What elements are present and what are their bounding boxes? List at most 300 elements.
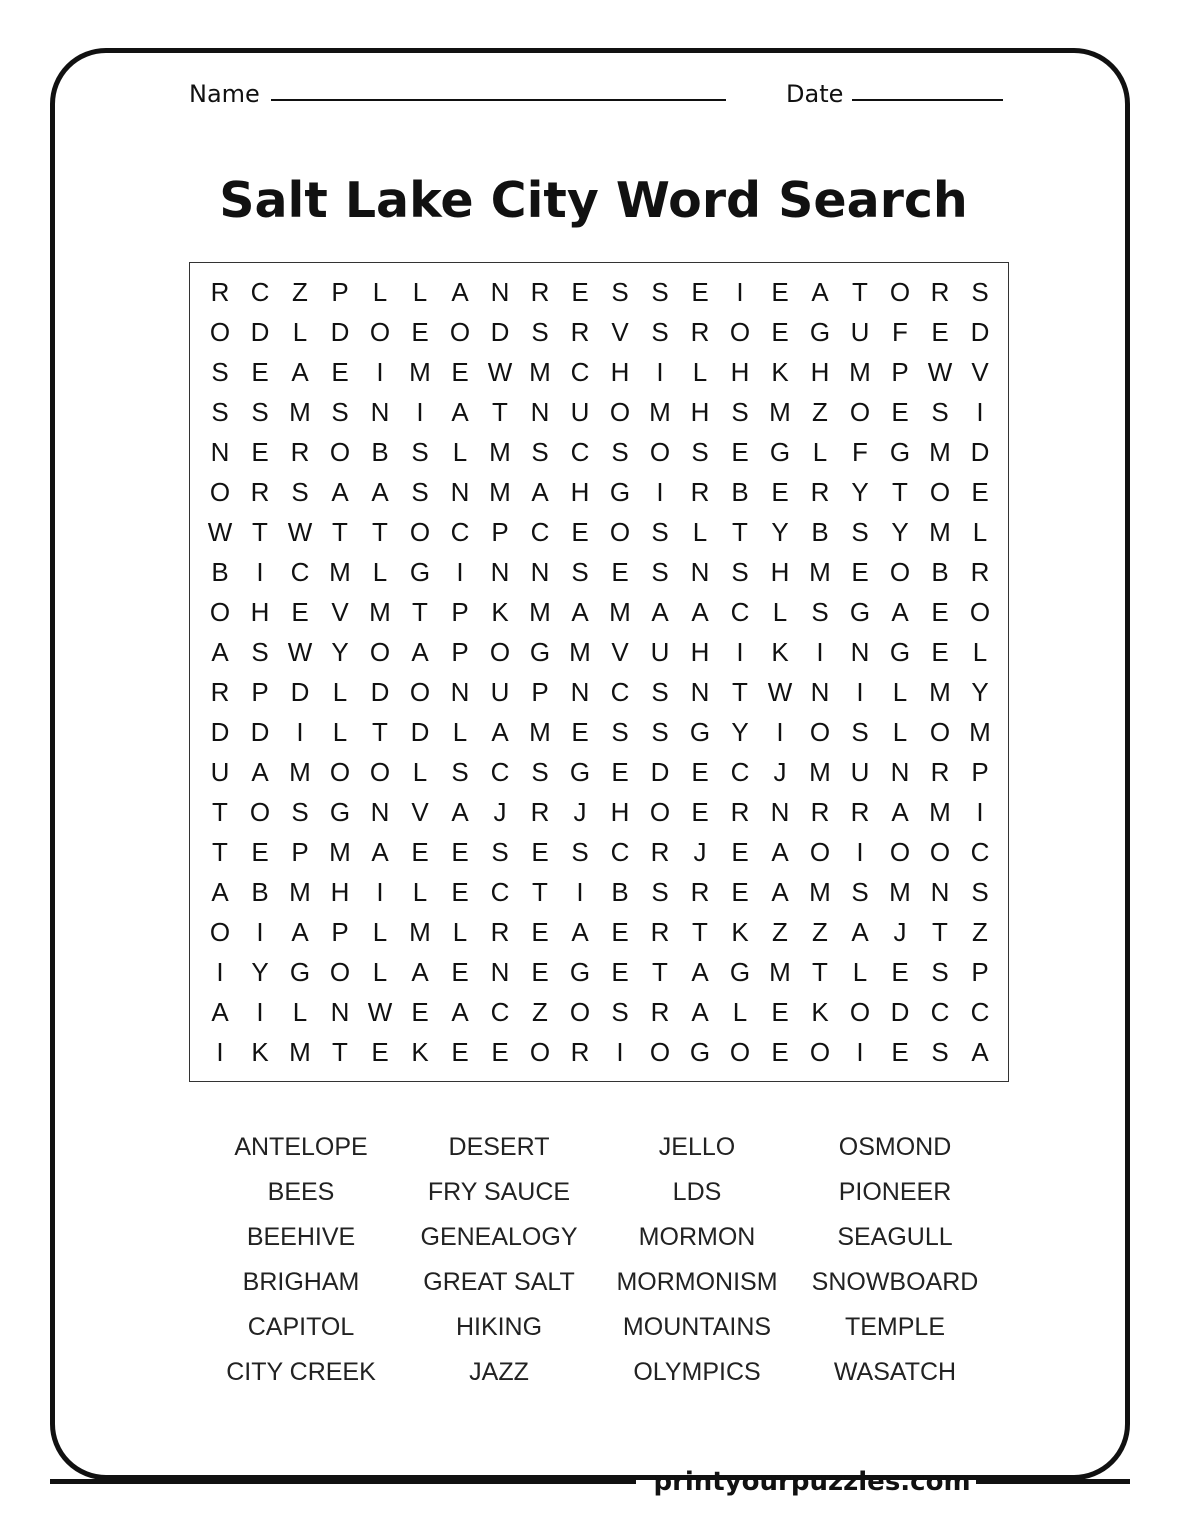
grid-letter[interactable]: S: [931, 957, 949, 987]
grid-letter[interactable]: G: [609, 477, 631, 507]
grid-letter[interactable]: N: [850, 637, 870, 667]
grid-letter[interactable]: H: [570, 477, 590, 507]
grid-letter[interactable]: G: [289, 957, 311, 987]
grid-letter[interactable]: B: [731, 477, 749, 507]
grid-letter[interactable]: H: [250, 597, 270, 627]
grid-letter[interactable]: L: [372, 557, 388, 587]
grid-letter[interactable]: T: [732, 517, 748, 547]
grid-letter[interactable]: E: [931, 317, 949, 347]
grid-letter[interactable]: E: [451, 877, 469, 907]
grid-letter[interactable]: E: [731, 837, 749, 867]
grid-letter[interactable]: R: [650, 997, 670, 1027]
grid-letter[interactable]: L: [412, 877, 428, 907]
grid-letter[interactable]: M: [329, 837, 351, 867]
grid-letter[interactable]: P: [451, 637, 469, 667]
grid-letter[interactable]: E: [891, 1037, 909, 1067]
grid-letter[interactable]: C: [450, 517, 470, 547]
grid-letter[interactable]: S: [651, 677, 669, 707]
grid-letter[interactable]: O: [209, 317, 231, 347]
grid-letter[interactable]: J: [493, 797, 507, 827]
grid-letter[interactable]: J: [693, 837, 707, 867]
grid-letter[interactable]: S: [651, 717, 669, 747]
grid-letter[interactable]: D: [290, 677, 310, 707]
grid-letter[interactable]: V: [331, 597, 349, 627]
grid-letter[interactable]: E: [771, 317, 789, 347]
grid-letter[interactable]: R: [530, 797, 550, 827]
grid-letter[interactable]: T: [372, 717, 388, 747]
grid-letter[interactable]: D: [410, 717, 430, 747]
grid-letter[interactable]: U: [490, 677, 510, 707]
grid-letter[interactable]: L: [412, 757, 428, 787]
grid-letter[interactable]: J: [573, 797, 587, 827]
grid-letter[interactable]: M: [489, 477, 511, 507]
grid-letter[interactable]: R: [530, 277, 550, 307]
grid-letter[interactable]: G: [569, 757, 591, 787]
grid-letter[interactable]: O: [849, 397, 871, 427]
grid-letter[interactable]: A: [411, 957, 429, 987]
grid-letter[interactable]: A: [531, 477, 549, 507]
grid-letter[interactable]: J: [893, 917, 907, 947]
grid-letter[interactable]: D: [250, 317, 270, 347]
grid-letter[interactable]: A: [371, 837, 389, 867]
grid-letter[interactable]: I: [216, 1037, 224, 1067]
grid-letter[interactable]: M: [929, 437, 951, 467]
grid-letter[interactable]: M: [409, 357, 431, 387]
grid-letter[interactable]: E: [931, 597, 949, 627]
grid-letter[interactable]: V: [611, 317, 629, 347]
grid-letter[interactable]: R: [210, 677, 230, 707]
grid-letter[interactable]: E: [371, 1037, 389, 1067]
grid-letter[interactable]: R: [570, 1037, 590, 1067]
grid-letter[interactable]: C: [730, 757, 750, 787]
grid-letter[interactable]: L: [892, 717, 908, 747]
grid-letter[interactable]: M: [769, 957, 791, 987]
grid-letter[interactable]: L: [812, 437, 828, 467]
grid-letter[interactable]: C: [930, 997, 950, 1027]
grid-letter[interactable]: O: [729, 1037, 751, 1067]
grid-letter[interactable]: G: [889, 637, 911, 667]
grid-letter[interactable]: E: [771, 277, 789, 307]
grid-letter[interactable]: V: [611, 637, 629, 667]
grid-letter[interactable]: T: [892, 477, 908, 507]
grid-letter[interactable]: N: [810, 677, 830, 707]
grid-letter[interactable]: Y: [891, 517, 909, 547]
grid-letter[interactable]: E: [731, 877, 749, 907]
grid-letter[interactable]: S: [971, 277, 989, 307]
grid-letter[interactable]: O: [849, 997, 871, 1027]
grid-letter[interactable]: O: [329, 437, 351, 467]
grid-letter[interactable]: G: [689, 1037, 711, 1067]
grid-letter[interactable]: M: [609, 597, 631, 627]
grid-letter[interactable]: N: [370, 797, 390, 827]
grid-letter[interactable]: E: [411, 997, 429, 1027]
grid-letter[interactable]: E: [771, 997, 789, 1027]
grid-letter[interactable]: M: [529, 717, 551, 747]
grid-letter[interactable]: T: [332, 517, 348, 547]
grid-letter[interactable]: L: [292, 317, 308, 347]
grid-letter[interactable]: I: [776, 717, 784, 747]
grid-letter[interactable]: M: [769, 397, 791, 427]
grid-letter[interactable]: T: [652, 957, 668, 987]
grid-letter[interactable]: I: [256, 917, 264, 947]
grid-letter[interactable]: I: [376, 357, 384, 387]
grid-letter[interactable]: G: [529, 637, 551, 667]
grid-letter[interactable]: N: [370, 397, 390, 427]
grid-letter[interactable]: D: [370, 677, 390, 707]
grid-letter[interactable]: N: [490, 557, 510, 587]
grid-letter[interactable]: O: [649, 797, 671, 827]
grid-letter[interactable]: A: [571, 917, 589, 947]
grid-letter[interactable]: R: [250, 477, 270, 507]
grid-letter[interactable]: Z: [972, 917, 988, 947]
grid-letter[interactable]: A: [451, 797, 469, 827]
grid-letter[interactable]: A: [451, 997, 469, 1027]
grid-letter[interactable]: E: [531, 957, 549, 987]
grid-letter[interactable]: G: [729, 957, 751, 987]
grid-letter[interactable]: S: [731, 557, 749, 587]
grid-letter[interactable]: O: [209, 477, 231, 507]
grid-letter[interactable]: O: [449, 317, 471, 347]
grid-letter[interactable]: W: [367, 997, 393, 1027]
grid-letter[interactable]: E: [731, 437, 749, 467]
grid-letter[interactable]: A: [451, 277, 469, 307]
grid-letter[interactable]: E: [411, 317, 429, 347]
grid-letter[interactable]: K: [771, 357, 789, 387]
grid-letter[interactable]: G: [849, 597, 871, 627]
grid-letter[interactable]: L: [452, 717, 468, 747]
grid-letter[interactable]: S: [211, 397, 229, 427]
grid-letter[interactable]: R: [730, 797, 750, 827]
grid-letter[interactable]: H: [810, 357, 830, 387]
grid-letter[interactable]: O: [329, 957, 351, 987]
grid-letter[interactable]: Z: [772, 917, 788, 947]
grid-letter[interactable]: L: [332, 717, 348, 747]
grid-letter[interactable]: A: [691, 597, 709, 627]
grid-letter[interactable]: T: [212, 797, 228, 827]
grid-letter[interactable]: E: [611, 917, 629, 947]
grid-letter[interactable]: A: [691, 957, 709, 987]
grid-letter[interactable]: S: [531, 757, 549, 787]
grid-letter[interactable]: M: [809, 557, 831, 587]
grid-letter[interactable]: M: [529, 597, 551, 627]
grid-letter[interactable]: E: [611, 957, 629, 987]
grid-letter[interactable]: S: [411, 477, 429, 507]
grid-letter[interactable]: M: [849, 357, 871, 387]
grid-letter[interactable]: A: [651, 597, 669, 627]
grid-letter[interactable]: A: [971, 1037, 989, 1067]
grid-letter[interactable]: Y: [771, 517, 789, 547]
grid-letter[interactable]: H: [770, 557, 790, 587]
grid-letter[interactable]: S: [331, 397, 349, 427]
grid-letter[interactable]: I: [976, 397, 984, 427]
grid-letter[interactable]: I: [816, 637, 824, 667]
grid-letter[interactable]: E: [611, 757, 629, 787]
grid-letter[interactable]: P: [451, 597, 469, 627]
grid-letter[interactable]: W: [207, 517, 233, 547]
grid-letter[interactable]: L: [852, 957, 868, 987]
grid-letter[interactable]: E: [531, 837, 549, 867]
grid-letter[interactable]: S: [731, 397, 749, 427]
grid-letter[interactable]: I: [296, 717, 304, 747]
grid-letter[interactable]: R: [490, 917, 510, 947]
grid-letter[interactable]: O: [809, 837, 831, 867]
grid-letter[interactable]: M: [929, 797, 951, 827]
grid-letter[interactable]: O: [889, 837, 911, 867]
grid-letter[interactable]: N: [530, 557, 550, 587]
grid-letter[interactable]: E: [291, 597, 309, 627]
grid-letter[interactable]: I: [416, 397, 424, 427]
grid-letter[interactable]: O: [969, 597, 991, 627]
grid-letter[interactable]: T: [372, 517, 388, 547]
name-field-line[interactable]: [271, 99, 726, 101]
grid-letter[interactable]: A: [291, 917, 309, 947]
grid-letter[interactable]: E: [691, 757, 709, 787]
grid-letter[interactable]: T: [732, 677, 748, 707]
grid-letter[interactable]: T: [212, 837, 228, 867]
grid-letter[interactable]: S: [451, 757, 469, 787]
grid-letter[interactable]: E: [491, 1037, 509, 1067]
grid-letter[interactable]: A: [771, 837, 789, 867]
grid-letter[interactable]: O: [409, 517, 431, 547]
grid-letter[interactable]: L: [692, 357, 708, 387]
grid-letter[interactable]: L: [372, 917, 388, 947]
grid-letter[interactable]: M: [329, 557, 351, 587]
grid-letter[interactable]: R: [930, 277, 950, 307]
grid-letter[interactable]: S: [411, 437, 429, 467]
grid-letter[interactable]: A: [291, 357, 309, 387]
grid-letter[interactable]: A: [691, 997, 709, 1027]
grid-letter[interactable]: M: [969, 717, 991, 747]
grid-letter[interactable]: E: [451, 1037, 469, 1067]
grid-letter[interactable]: B: [931, 557, 949, 587]
grid-letter[interactable]: N: [770, 797, 790, 827]
grid-letter[interactable]: S: [211, 357, 229, 387]
grid-letter[interactable]: D: [890, 997, 910, 1027]
grid-letter[interactable]: H: [690, 637, 710, 667]
grid-letter[interactable]: K: [811, 997, 829, 1027]
grid-letter[interactable]: O: [369, 317, 391, 347]
grid-letter[interactable]: W: [767, 677, 793, 707]
grid-letter[interactable]: J: [773, 757, 787, 787]
grid-letter[interactable]: A: [211, 637, 229, 667]
grid-letter[interactable]: S: [571, 837, 589, 867]
grid-letter[interactable]: B: [211, 557, 229, 587]
grid-letter[interactable]: C: [490, 757, 510, 787]
grid-letter[interactable]: R: [690, 317, 710, 347]
grid-letter[interactable]: B: [811, 517, 829, 547]
grid-letter[interactable]: S: [491, 837, 509, 867]
grid-letter[interactable]: A: [411, 637, 429, 667]
grid-letter[interactable]: M: [809, 877, 831, 907]
grid-letter[interactable]: M: [289, 397, 311, 427]
grid-letter[interactable]: I: [856, 1037, 864, 1067]
grid-letter[interactable]: O: [809, 717, 831, 747]
grid-letter[interactable]: L: [692, 517, 708, 547]
grid-letter[interactable]: T: [932, 917, 948, 947]
grid-letter[interactable]: G: [769, 437, 791, 467]
grid-letter[interactable]: O: [369, 637, 391, 667]
grid-letter[interactable]: N: [450, 477, 470, 507]
grid-letter[interactable]: W: [487, 357, 513, 387]
grid-letter[interactable]: C: [610, 677, 630, 707]
grid-letter[interactable]: A: [451, 397, 469, 427]
grid-letter[interactable]: M: [289, 1037, 311, 1067]
grid-letter[interactable]: P: [251, 677, 269, 707]
grid-letter[interactable]: R: [930, 757, 950, 787]
grid-letter[interactable]: E: [251, 437, 269, 467]
grid-letter[interactable]: K: [771, 637, 789, 667]
grid-letter[interactable]: E: [451, 357, 469, 387]
grid-letter[interactable]: E: [251, 357, 269, 387]
grid-letter[interactable]: S: [651, 557, 669, 587]
grid-letter[interactable]: E: [611, 557, 629, 587]
grid-letter[interactable]: S: [651, 277, 669, 307]
grid-letter[interactable]: E: [851, 557, 869, 587]
grid-letter[interactable]: C: [970, 837, 990, 867]
grid-letter[interactable]: I: [856, 677, 864, 707]
grid-letter[interactable]: O: [929, 837, 951, 867]
grid-letter[interactable]: P: [491, 517, 509, 547]
grid-letter[interactable]: T: [412, 597, 428, 627]
grid-letter[interactable]: N: [330, 997, 350, 1027]
grid-letter[interactable]: R: [650, 917, 670, 947]
grid-letter[interactable]: S: [251, 637, 269, 667]
grid-letter[interactable]: C: [570, 437, 590, 467]
grid-letter[interactable]: R: [650, 837, 670, 867]
grid-letter[interactable]: C: [250, 277, 270, 307]
grid-letter[interactable]: A: [571, 597, 589, 627]
grid-letter[interactable]: Z: [812, 397, 828, 427]
grid-letter[interactable]: I: [256, 557, 264, 587]
grid-letter[interactable]: O: [609, 397, 631, 427]
grid-letter[interactable]: A: [771, 877, 789, 907]
grid-letter[interactable]: L: [732, 997, 748, 1027]
grid-letter[interactable]: G: [809, 317, 831, 347]
grid-letter[interactable]: P: [891, 357, 909, 387]
grid-letter[interactable]: O: [489, 637, 511, 667]
grid-letter[interactable]: K: [411, 1037, 429, 1067]
grid-letter[interactable]: A: [331, 477, 349, 507]
grid-letter[interactable]: C: [610, 837, 630, 867]
grid-letter[interactable]: M: [649, 397, 671, 427]
grid-letter[interactable]: S: [571, 557, 589, 587]
grid-letter[interactable]: R: [210, 277, 230, 307]
grid-letter[interactable]: F: [892, 317, 908, 347]
grid-letter[interactable]: N: [930, 877, 950, 907]
grid-letter[interactable]: E: [251, 837, 269, 867]
grid-letter[interactable]: G: [329, 797, 351, 827]
grid-letter[interactable]: N: [890, 757, 910, 787]
grid-letter[interactable]: P: [291, 837, 309, 867]
grid-letter[interactable]: E: [771, 477, 789, 507]
grid-letter[interactable]: S: [651, 317, 669, 347]
grid-letter[interactable]: E: [571, 277, 589, 307]
grid-letter[interactable]: O: [929, 477, 951, 507]
grid-letter[interactable]: U: [210, 757, 230, 787]
grid-letter[interactable]: C: [490, 997, 510, 1027]
grid-letter[interactable]: S: [851, 517, 869, 547]
grid-letter[interactable]: S: [811, 597, 829, 627]
grid-letter[interactable]: O: [209, 917, 231, 947]
grid-letter[interactable]: I: [376, 877, 384, 907]
grid-letter[interactable]: A: [851, 917, 869, 947]
grid-letter[interactable]: D: [330, 317, 350, 347]
grid-letter[interactable]: T: [252, 517, 268, 547]
grid-letter[interactable]: U: [850, 757, 870, 787]
grid-letter[interactable]: R: [290, 437, 310, 467]
grid-letter[interactable]: E: [531, 917, 549, 947]
grid-letter[interactable]: I: [456, 557, 464, 587]
grid-letter[interactable]: T: [812, 957, 828, 987]
grid-letter[interactable]: D: [970, 317, 990, 347]
grid-letter[interactable]: R: [810, 477, 830, 507]
grid-letter[interactable]: R: [810, 797, 830, 827]
grid-letter[interactable]: M: [889, 877, 911, 907]
grid-letter[interactable]: S: [611, 277, 629, 307]
grid-letter[interactable]: S: [291, 797, 309, 827]
grid-letter[interactable]: M: [569, 637, 591, 667]
grid-letter[interactable]: G: [689, 717, 711, 747]
grid-letter[interactable]: E: [771, 1037, 789, 1067]
grid-letter[interactable]: A: [371, 477, 389, 507]
grid-letter[interactable]: N: [530, 397, 550, 427]
grid-letter[interactable]: S: [611, 997, 629, 1027]
grid-letter[interactable]: P: [971, 757, 989, 787]
grid-letter[interactable]: U: [650, 637, 670, 667]
grid-letter[interactable]: O: [649, 437, 671, 467]
grid-letter[interactable]: B: [371, 437, 389, 467]
grid-letter[interactable]: I: [736, 637, 744, 667]
grid-letter[interactable]: E: [571, 517, 589, 547]
grid-letter[interactable]: M: [409, 917, 431, 947]
grid-letter[interactable]: E: [971, 477, 989, 507]
grid-letter[interactable]: A: [211, 877, 229, 907]
grid-letter[interactable]: T: [332, 1037, 348, 1067]
grid-letter[interactable]: A: [891, 797, 909, 827]
grid-letter[interactable]: B: [251, 877, 269, 907]
grid-letter[interactable]: Z: [292, 277, 308, 307]
grid-letter[interactable]: A: [211, 997, 229, 1027]
grid-letter[interactable]: S: [611, 437, 629, 467]
grid-letter[interactable]: H: [610, 797, 630, 827]
grid-letter[interactable]: N: [570, 677, 590, 707]
grid-letter[interactable]: U: [850, 317, 870, 347]
grid-letter[interactable]: G: [889, 437, 911, 467]
grid-letter[interactable]: U: [570, 397, 590, 427]
grid-letter[interactable]: N: [450, 677, 470, 707]
grid-letter[interactable]: A: [491, 717, 509, 747]
grid-letter[interactable]: E: [931, 637, 949, 667]
grid-letter[interactable]: K: [491, 597, 509, 627]
grid-letter[interactable]: Y: [331, 637, 349, 667]
grid-letter[interactable]: I: [736, 277, 744, 307]
grid-letter[interactable]: K: [731, 917, 749, 947]
grid-letter[interactable]: S: [651, 877, 669, 907]
grid-letter[interactable]: L: [332, 677, 348, 707]
grid-letter[interactable]: A: [251, 757, 269, 787]
grid-letter[interactable]: A: [811, 277, 829, 307]
grid-letter[interactable]: M: [809, 757, 831, 787]
grid-letter[interactable]: C: [970, 997, 990, 1027]
grid-letter[interactable]: F: [852, 437, 868, 467]
grid-letter[interactable]: I: [216, 957, 224, 987]
grid-letter[interactable]: E: [451, 957, 469, 987]
grid-letter[interactable]: O: [929, 717, 951, 747]
grid-letter[interactable]: L: [972, 517, 988, 547]
grid-letter[interactable]: G: [569, 957, 591, 987]
grid-letter[interactable]: N: [490, 277, 510, 307]
grid-letter[interactable]: O: [609, 517, 631, 547]
